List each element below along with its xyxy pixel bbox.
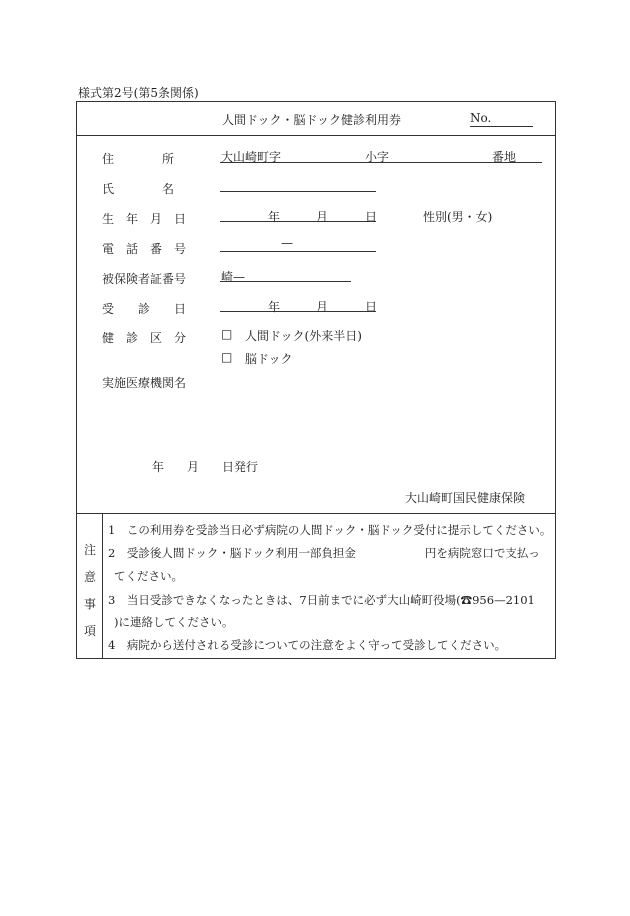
form-title: 人間ドック・脳ドック健診利用券 [222,113,402,127]
birth-year: 年 [268,210,281,224]
phone-dash: — [281,236,293,250]
note-line: 2 受診後人間ドック・脳ドック利用一部負担金 円を病院窓口で支払っ [108,546,540,560]
notes-side-char: 意 [84,570,97,584]
number-field[interactable] [470,126,533,127]
address-koaza: 小字 [365,150,390,164]
gender-choice: 性別(男・女) [423,210,493,224]
human-dock-checkbox[interactable]: □ [221,327,233,341]
issuer: 大山崎町国民健康保険 [405,491,526,505]
insurance-number-field[interactable] [220,281,351,282]
exam-date-month: 月 [316,300,329,314]
address-banchi: 番地 [492,150,517,164]
exam-date-year: 年 [268,300,281,314]
note-line: 4 病院から送付される受診についての注意をよく守って受診してください。 [108,638,507,652]
notes-side-char: 事 [84,597,97,611]
birth-field[interactable] [220,221,376,222]
address-town: 大山崎町字 [221,150,282,164]
number-label: No. [470,111,492,125]
issue-month: 月 [187,460,200,474]
name-field[interactable] [220,191,376,192]
brain-dock-checkbox[interactable]: □ [221,350,233,364]
notes-side-char: 項 [84,624,97,638]
exam-date-field[interactable] [220,311,376,312]
issue-year: 年 [152,460,165,474]
form-reference: 様式第2号(第5条関係) [78,86,199,100]
name-label: 氏 名 [102,182,175,196]
address-label: 住 所 [102,152,175,166]
phone-label: 電 話 番 号 [102,242,187,256]
brain-dock-option-label: 脳ドック [245,352,293,366]
note-line: 3 当日受診できなくなったときは、7日前までに必ず大山崎町役場(☎956—2101 [108,593,535,607]
exam-type-label: 健 診 区 分 [102,331,187,345]
issue-day-issued: 日発行 [222,460,259,474]
birth-label: 生 年 月 日 [102,212,187,226]
address-field[interactable] [220,162,542,163]
insurance-number-prefix: 崎— [221,270,246,284]
institution-label: 実施医療機関名 [102,376,187,390]
exam-date-day: 日 [365,300,378,314]
birth-month: 月 [316,210,329,224]
note-line: てください。 [114,569,183,583]
note-line: 1 この利用券を受診当日必ず病院の人間ドック・脳ドック受付に提示してください。 [108,523,552,537]
header-divider [76,135,556,136]
birth-day: 日 [365,210,378,224]
notes-side-char: 注 [84,543,97,557]
human-dock-option-label: 人間ドック(外来半日) [245,329,362,343]
notes-divider [76,513,556,514]
phone-field[interactable] [220,251,376,252]
insurance-number-label: 被保険者証番号 [102,272,187,286]
note-line: )に連絡してください。 [114,615,234,629]
exam-date-label: 受 診 日 [102,302,187,316]
